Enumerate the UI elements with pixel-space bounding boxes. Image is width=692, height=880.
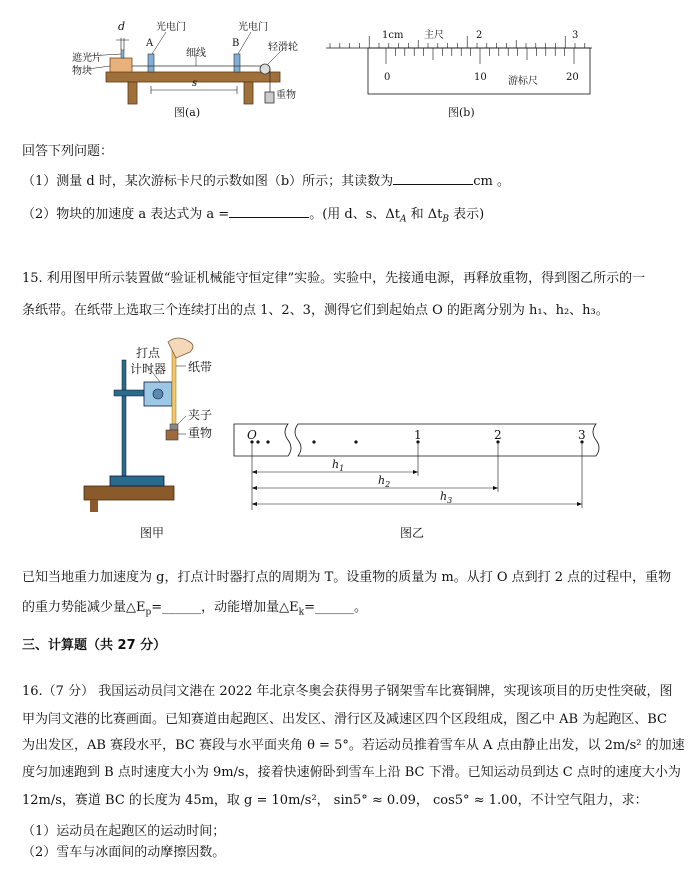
fig-b-v10: 10 [474,72,487,83]
fig-a-label-a: A [146,38,154,49]
q15-line4: 的重力势能减少量$\triangle E_p=\_\_\_\_\_\_$，动能增加量$\triangle E_k=\_\_\_\_\_\_$。 [22,600,368,618]
q16-part1: （1）运动员在起跑区的运动时间； [22,824,226,839]
main-scale-ticks [330,36,585,48]
yi-O: O [247,428,257,442]
yi-h2: $h_2$ [378,474,391,490]
q16-line2: 甲为闫文港的比赛画面。已知赛道由起跑区、出发区、滑行区及减速区四个区段组成，图乙中 AB 为起跑区、BC [22,712,667,727]
jia-weight: 重物 [188,426,213,440]
tape-left [234,424,291,456]
fig-a-gate1: 光电门 [156,22,186,33]
tape-right [295,424,599,456]
yi-h3: $h_3$ [440,490,453,506]
figure-b [322,30,598,100]
fig-b-v20: 20 [566,72,579,83]
section-title: 三、计算题（共 27 分） [22,638,167,653]
drop-weight [166,430,178,440]
photogate-b [234,54,240,72]
q14-part1: （1）测量 d 时，某次游标卡尺的示数如图（b）所示；其读数为 cm 。 [22,174,510,189]
fig-a-label-d: d [118,20,126,33]
fig-b-3: 3 [572,30,579,41]
vernier-body [368,48,590,94]
fig-a-gate2: 光电门 [238,22,268,33]
answer-blank-2[interactable] [229,205,309,218]
pulley [260,64,270,74]
q16-line4: 度匀加速跑到 B 点时速度大小为 9m/s，接着快速俯卧到雪车上沿 BC 下滑。已知运动员到达 C 点时的速度大小为 [22,765,681,780]
answer-blank-ek[interactable]: ______ [315,600,355,615]
jia-tape: 纸带 [188,360,213,374]
jia-timer: 打点 [136,346,161,360]
yi-h1: $h_1$ [332,458,345,474]
jia-timer2: 计时器 [130,362,167,376]
photogate-a [148,54,154,72]
yi-caption: 图乙 [400,526,425,540]
answer-blank-ep[interactable]: ______ [162,600,202,615]
answer-blank-1[interactable] [393,172,473,185]
shading-piece [121,50,124,58]
fig-b-main: 主尺 [424,30,444,41]
fig-a-pulley: 轻滑轮 [268,42,298,53]
stand-base [110,476,164,486]
yi-p1: 1 [414,428,422,442]
fig-a-caption: 图(a) [174,106,201,119]
table-leg-left [128,82,137,104]
fig-b-unit: 1cm [382,30,404,41]
q16-part2: （2）雪车与冰面间的动摩擦因数。 [22,845,226,860]
q14-part2: （2）物块的加速度 a 表达式为 a = 。(用 d、s、$\Delta t_A$ 和 $\Delta t_B$ 表示) [22,207,485,225]
fig-a-block: 物块 [72,66,92,77]
q16-line3: 为出发区，AB 赛段水平，BC 赛段与水平面夹角 θ = 5°。若运动员推着雪车从 A 点由静止出发，以 2m/s² 的加速 [22,738,685,753]
fig-b-caption: 图(b) [448,106,475,119]
q15-line2: 条纸带。在纸带上选取三个连续打出的点 1、2、3，测得它们到起始点 O 的距离分别为 h₁、h₂、h₃。 [22,303,609,318]
vernier-ticks [386,48,574,64]
fig-a-s: s [192,78,198,89]
bench [84,486,174,500]
q16-line5: 12m/s，赛道 BC 的长度为 45m，取 g = 10m/s²， sin5° ≈ 0.09， cos5° ≈ 1.00，不计空气阻力，求： [22,793,648,808]
jia-caption: 图甲 [140,526,165,540]
table-leg-right [244,82,253,104]
q14-intro: 回答下列问题： [22,144,114,159]
q15-line1: 15. 利用图甲所示装置做“验证机械能守恒定律”实验。实验中，先接通电源，再释放重物，得到图乙所示的一 [22,271,646,286]
hanging-weight [265,92,274,103]
clip [170,424,178,430]
q15-line3: 已知当地重力加速度为 g，打点计时器打点的周期为 T。设重物的质量为 m。从打 O 点到打 2 点的过程中，重物 [22,570,672,585]
fig-a-shading: 遮光片 [72,53,102,64]
fig-a-string: 细线 [186,48,206,59]
yi-p3: 3 [578,428,586,442]
jia-clip: 夹子 [188,408,213,422]
fig-b-2: 2 [476,30,483,41]
fig-b-vernier: 游标尺 [508,76,538,87]
fig-b-v0: 0 [384,72,391,83]
stand-pole [122,360,126,476]
fig-a-label-b: B [232,38,240,49]
yi-p2: 2 [494,428,502,442]
q16-line1: 16.（7 分） 我国运动员闫文港在 2022 年北京冬奥会获得男子钢架雪车比赛铜牌，实现该项目的历史性突破，图 [22,684,673,699]
fig-a-weight: 重物 [276,90,296,101]
block [110,58,132,72]
paper-tape [172,348,176,424]
